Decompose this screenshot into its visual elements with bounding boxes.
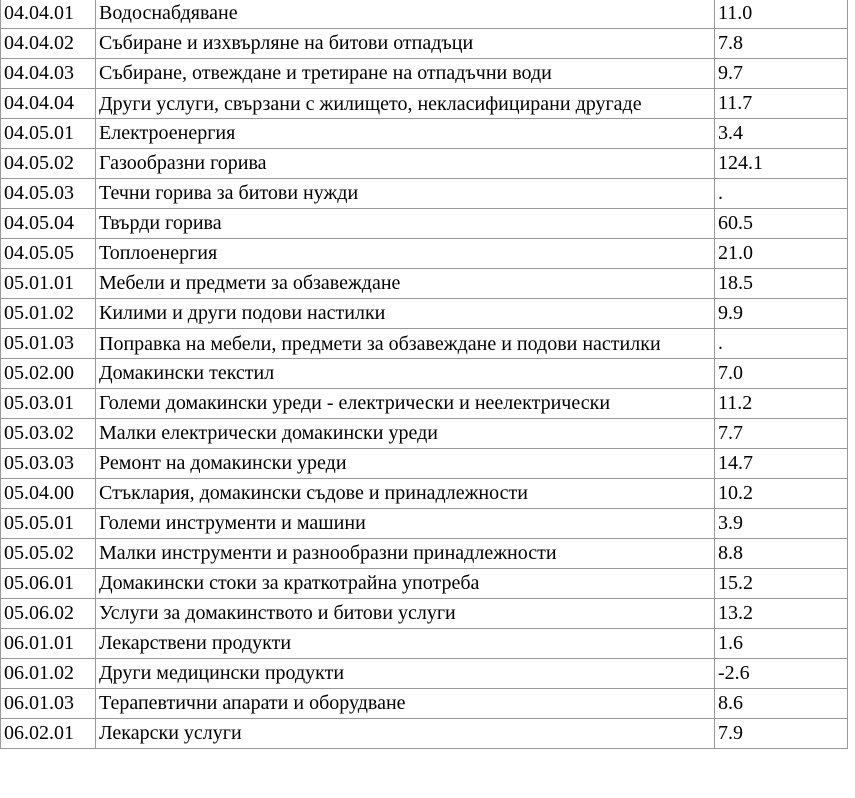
item-value-cell: 3.9 bbox=[715, 509, 848, 539]
table-row bbox=[1, 659, 848, 689]
item-code-cell: 06.01.01 bbox=[1, 629, 96, 659]
item-code-cell: 04.04.02 bbox=[1, 29, 96, 59]
item-name-cell: Услуги за домакинството и битови услуги bbox=[96, 599, 715, 629]
item-name-cell: Поправка на мебели, предмети за обзавеждане и подови настилки bbox=[96, 329, 715, 359]
table-row bbox=[1, 569, 848, 599]
table-row bbox=[1, 599, 848, 629]
item-code-cell: 05.06.01 bbox=[1, 569, 96, 599]
item-value-cell: 7.8 bbox=[715, 29, 848, 59]
item-code-cell: 05.03.01 bbox=[1, 389, 96, 419]
item-value-cell: 7.7 bbox=[715, 419, 848, 449]
item-value-cell: 124.1 bbox=[715, 149, 848, 179]
table-row bbox=[1, 359, 848, 389]
item-name-cell: Събиране, отвеждане и третиране на отпадъчни води bbox=[96, 59, 715, 89]
item-name-cell: Домакински текстил bbox=[96, 359, 715, 389]
table-row bbox=[1, 449, 848, 479]
item-name-cell: Големи домакински уреди - електрически и неелектрически bbox=[96, 389, 715, 419]
item-value-cell: -2.6 bbox=[715, 659, 848, 689]
item-code-cell: 05.05.01 bbox=[1, 509, 96, 539]
item-value-cell: 11.2 bbox=[715, 389, 848, 419]
item-name-cell: Други медицински продукти bbox=[96, 659, 715, 689]
item-value-cell: . bbox=[715, 179, 848, 209]
item-code-cell: 04.05.03 bbox=[1, 179, 96, 209]
table-row bbox=[1, 0, 848, 29]
item-name-cell: Малки електрически домакински уреди bbox=[96, 419, 715, 449]
table-row bbox=[1, 329, 848, 359]
item-value-cell: 8.8 bbox=[715, 539, 848, 569]
table-row bbox=[1, 89, 848, 119]
item-name-cell: Събиране и изхвърляне на битови отпадъци bbox=[96, 29, 715, 59]
item-value-cell: 1.6 bbox=[715, 629, 848, 659]
item-value-cell: 18.5 bbox=[715, 269, 848, 299]
item-code-cell: 05.06.02 bbox=[1, 599, 96, 629]
item-value-cell: 14.7 bbox=[715, 449, 848, 479]
table-row bbox=[1, 179, 848, 209]
table-row bbox=[1, 509, 848, 539]
table-row bbox=[1, 539, 848, 569]
item-code-cell: 04.04.03 bbox=[1, 59, 96, 89]
table-row bbox=[1, 689, 848, 719]
item-code-cell: 05.03.03 bbox=[1, 449, 96, 479]
table-row bbox=[1, 269, 848, 299]
item-code-cell: 05.01.03 bbox=[1, 329, 96, 359]
item-name-cell: Топлоенергия bbox=[96, 239, 715, 269]
item-value-cell: 7.0 bbox=[715, 359, 848, 389]
table-body bbox=[1, 0, 848, 749]
item-code-cell: 05.01.02 bbox=[1, 299, 96, 329]
table-row bbox=[1, 719, 848, 749]
item-code-cell: 05.01.01 bbox=[1, 269, 96, 299]
item-value-cell: 10.2 bbox=[715, 479, 848, 509]
item-name-cell: Терапевтични апарати и оборудване bbox=[96, 689, 715, 719]
item-value-cell: 3.4 bbox=[715, 119, 848, 149]
item-code-cell: 06.01.02 bbox=[1, 659, 96, 689]
table-row bbox=[1, 29, 848, 59]
item-value-cell: . bbox=[715, 329, 848, 359]
item-name-cell: Големи инструменти и машини bbox=[96, 509, 715, 539]
item-name-cell: Твърди горива bbox=[96, 209, 715, 239]
item-name-cell: Стъклария, домакински съдове и принадлежности bbox=[96, 479, 715, 509]
table-row bbox=[1, 299, 848, 329]
item-code-cell: 05.03.02 bbox=[1, 419, 96, 449]
item-code-cell: 05.04.00 bbox=[1, 479, 96, 509]
item-name-cell: Други услуги, свързани с жилището, некласифицирани другаде bbox=[96, 89, 715, 119]
item-code-cell: 04.05.01 bbox=[1, 119, 96, 149]
item-name-cell: Домакински стоки за краткотрайна употреба bbox=[96, 569, 715, 599]
item-code-cell: 04.05.05 bbox=[1, 239, 96, 269]
item-code-cell: 05.02.00 bbox=[1, 359, 96, 389]
item-name-cell: Водоснабдяване bbox=[96, 0, 715, 29]
item-value-cell: 8.6 bbox=[715, 689, 848, 719]
item-value-cell: 11.0 bbox=[715, 0, 848, 29]
item-name-cell: Лекарствени продукти bbox=[96, 629, 715, 659]
item-name-cell: Малки инструменти и разнообразни принадлежности bbox=[96, 539, 715, 569]
table-row bbox=[1, 209, 848, 239]
item-value-cell: 11.7 bbox=[715, 89, 848, 119]
item-name-cell: Килими и други подови настилки bbox=[96, 299, 715, 329]
table-row bbox=[1, 149, 848, 179]
item-name-cell: Течни горива за битови нужди bbox=[96, 179, 715, 209]
item-value-cell: 13.2 bbox=[715, 599, 848, 629]
table-row bbox=[1, 59, 848, 89]
item-value-cell: 15.2 bbox=[715, 569, 848, 599]
item-name-cell: Мебели и предмети за обзавеждане bbox=[96, 269, 715, 299]
table-row bbox=[1, 239, 848, 269]
item-code-cell: 04.05.04 bbox=[1, 209, 96, 239]
item-value-cell: 21.0 bbox=[715, 239, 848, 269]
item-name-cell: Лекарски услуги bbox=[96, 719, 715, 749]
item-value-cell: 60.5 bbox=[715, 209, 848, 239]
table-row bbox=[1, 479, 848, 509]
item-name-cell: Електроенергия bbox=[96, 119, 715, 149]
item-value-cell: 9.7 bbox=[715, 59, 848, 89]
item-code-cell: 04.04.04 bbox=[1, 89, 96, 119]
item-code-cell: 04.05.02 bbox=[1, 149, 96, 179]
item-value-cell: 9.9 bbox=[715, 299, 848, 329]
item-code-cell: 05.05.02 bbox=[1, 539, 96, 569]
item-code-cell: 06.01.03 bbox=[1, 689, 96, 719]
table-row bbox=[1, 629, 848, 659]
item-code-cell: 04.04.01 bbox=[1, 0, 96, 29]
item-code-cell: 06.02.01 bbox=[1, 719, 96, 749]
table-row bbox=[1, 119, 848, 149]
table-row bbox=[1, 389, 848, 419]
item-value-cell: 7.9 bbox=[715, 719, 848, 749]
item-name-cell: Газообразни горива bbox=[96, 149, 715, 179]
table-row bbox=[1, 419, 848, 449]
item-name-cell: Ремонт на домакински уреди bbox=[96, 449, 715, 479]
